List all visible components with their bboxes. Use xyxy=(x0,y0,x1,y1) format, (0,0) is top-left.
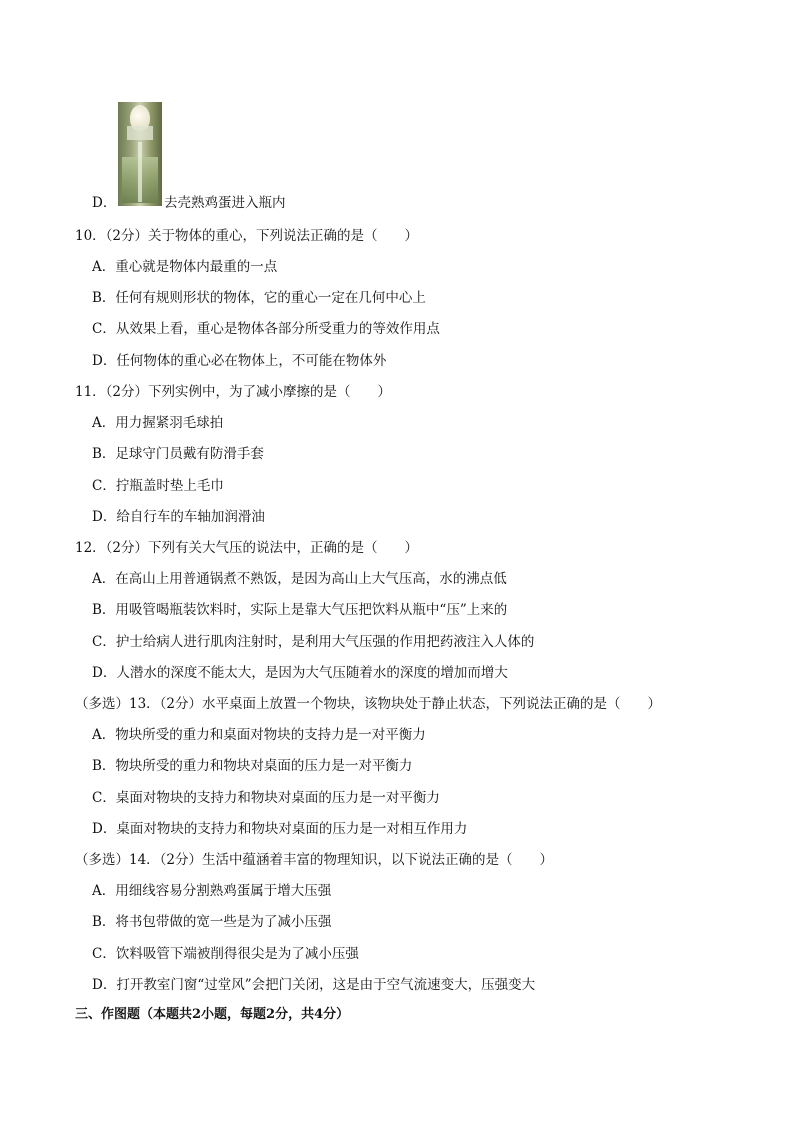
q11-option-d: D．给自行车的车轴加润滑油 xyxy=(92,509,265,525)
q10-option-b: B．任何有规则形状的物体，它的重心一定在几何中心上 xyxy=(92,290,426,306)
q11-stem: 11．（2分）下列实例中，为了减小摩擦的是（ ） xyxy=(75,384,392,400)
q14-option-b: B．将书包带做的宽一些是为了减小压强 xyxy=(92,914,332,930)
q11-option-b: B．足球守门员戴有防滑手套 xyxy=(92,446,264,462)
q10-option-c: C．从效果上看，重心是物体各部分所受重力的等效作用点 xyxy=(92,321,440,337)
q11-option-c: C．拧瓶盖时垫上毛巾 xyxy=(92,478,224,494)
q9-option-d-text: 去壳熟鸡蛋进入瓶内 xyxy=(164,195,286,211)
q12-option-c: C．护士给病人进行肌肉注射时，是利用大气压强的作用把药液注入人体的 xyxy=(92,634,535,650)
q12-stem: 12．（2分）下列有关大气压的说法中，正确的是（ ） xyxy=(75,540,419,556)
q14-option-d: D．打开教室门窗“过堂风”会把门关闭，这是由于空气流速变大，压强变大 xyxy=(92,977,536,993)
bottle-egg-image xyxy=(118,102,162,206)
q10-option-d: D．任何物体的重心必在物体上，不可能在物体外 xyxy=(92,353,387,369)
bottle-neck-shape xyxy=(127,126,153,140)
bottle-highlight-shape xyxy=(138,142,142,202)
q13-option-d: D．桌面对物块的支持力和物块对桌面的压力是一对相互作用力 xyxy=(92,821,468,837)
q13-stem: （多选）13．（2分）水平桌面上放置一个物块，该物块处于静止状态，下列说法正确的是（ ） xyxy=(75,696,662,712)
q11-option-a: A．用力握紧羽毛球拍 xyxy=(92,415,224,431)
section-3-heading: 三、作图题（本题共2小题，每题2分，共4分） xyxy=(75,1007,350,1022)
q14-stem: （多选）14．（2分）生活中蕴涵着丰富的物理知识，以下说法正确的是（ ） xyxy=(75,852,554,868)
q10-option-a: A．重心就是物体内最重的一点 xyxy=(92,259,278,275)
q13-option-c: C．桌面对物块的支持力和物块对桌面的压力是一对平衡力 xyxy=(92,790,440,806)
q9-option-d-label: D． xyxy=(92,195,117,211)
q13-option-a: A．物块所受的重力和桌面对物块的支持力是一对平衡力 xyxy=(92,727,426,743)
q12-option-b: B．用吸管喝瓶装饮料时，实际上是靠大气压把饮料从瓶中“压”上来的 xyxy=(92,602,508,618)
q10-stem: 10．（2分）关于物体的重心，下列说法正确的是（ ） xyxy=(75,228,419,244)
q14-option-c: C．饮料吸管下端被削得很尖是为了减小压强 xyxy=(92,946,359,962)
q13-option-b: B．物块所受的重力和物块对桌面的压力是一对平衡力 xyxy=(92,758,413,774)
q12-option-d: D．人潜水的深度不能太大，是因为大气压随着水的深度的增加而增大 xyxy=(92,665,508,681)
q12-option-a: A．在高山上用普通锅煮不熟饭，是因为高山上大气压高，水的沸点低 xyxy=(92,571,507,587)
q14-option-a: A．用细线容易分割熟鸡蛋属于增大压强 xyxy=(92,883,332,899)
